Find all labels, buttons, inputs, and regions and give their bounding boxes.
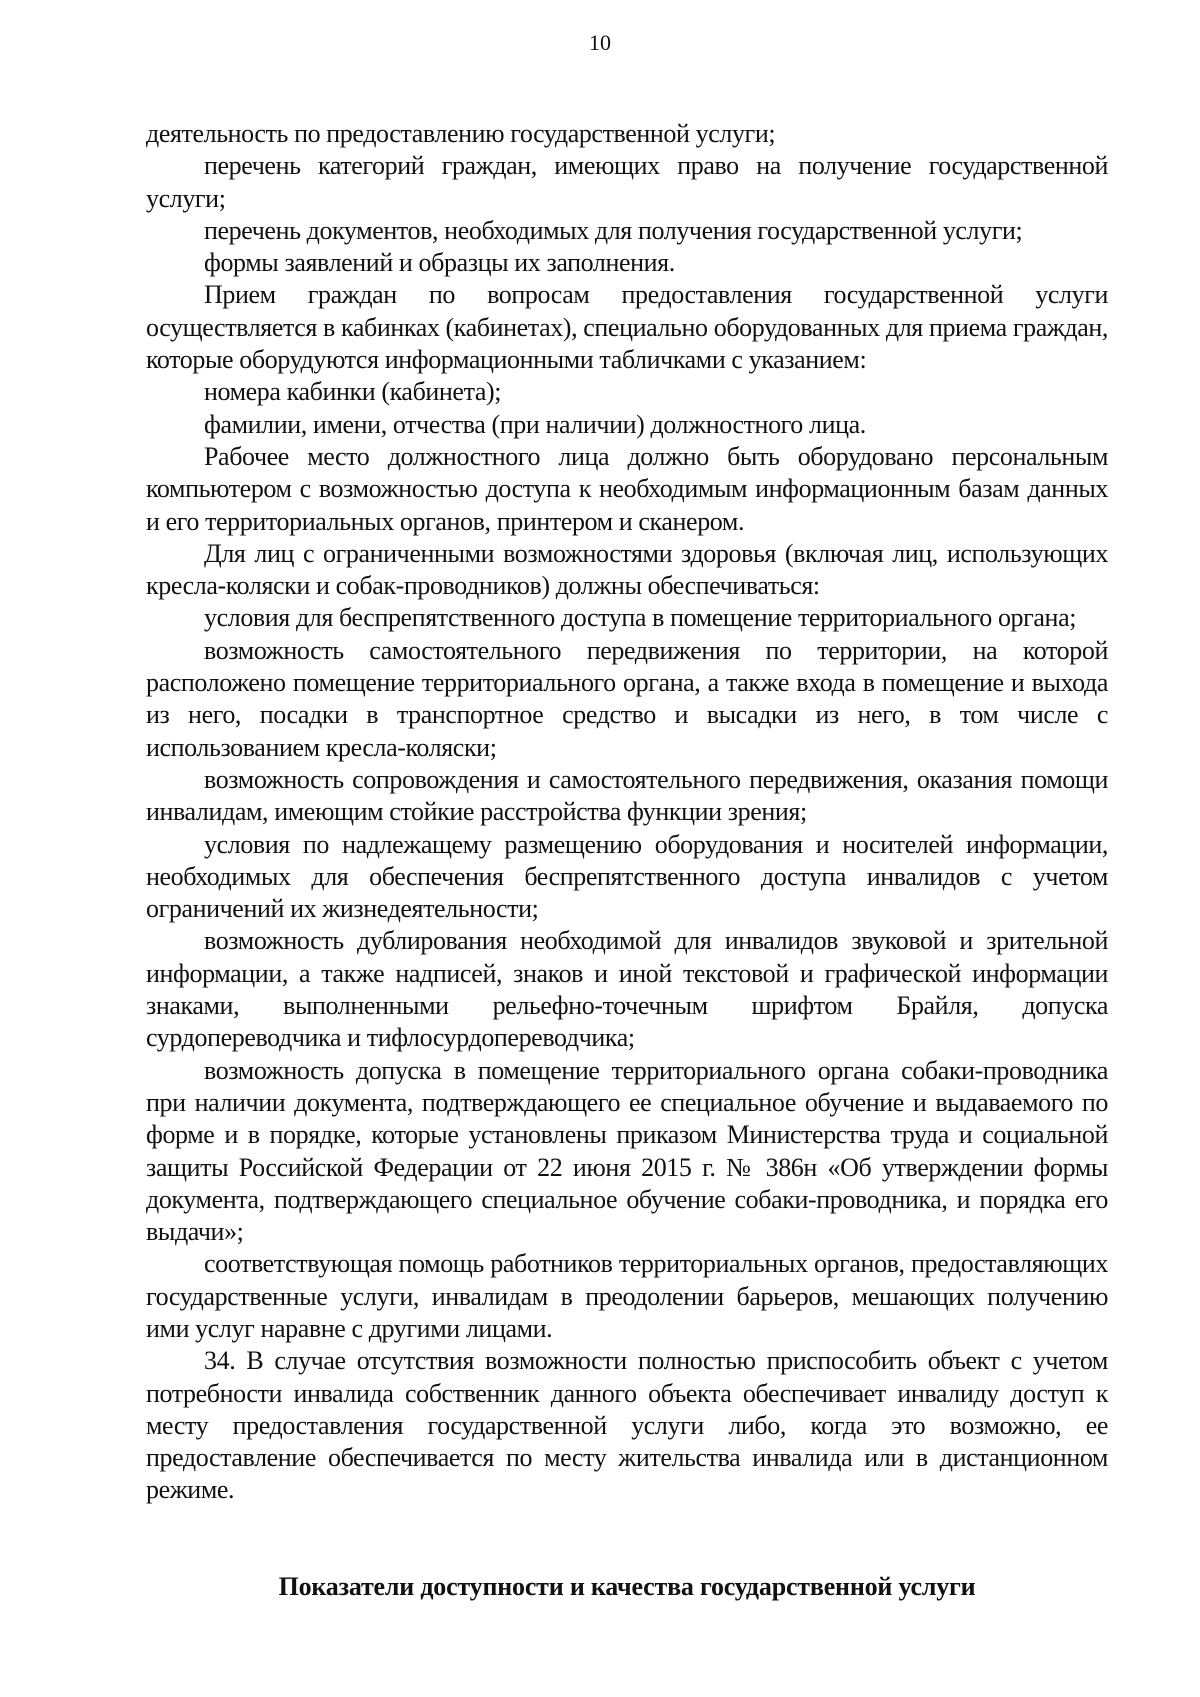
paragraph: Прием граждан по вопросам предоставления государственной услуги осуществляется в кабинках (кабинетах), специально оборудованных для приема граждан, которые оборудуются информационными табличками с указанием: — [146, 280, 1108, 375]
paragraph: Для лиц с ограниченными возможностями здоровья (включая лиц, использующих кресла-коляски и собак-проводников) должны обеспечиваться: — [146, 538, 1108, 601]
paragraph: возможность сопровождения и самостоятельного передвижения, оказания помощи инвалидам, имеющим стойкие расстройства функции зрения; — [146, 764, 1108, 827]
paragraph: фамилии, имени, отчества (при наличии) должностного лица. — [204, 409, 866, 439]
paragraph: деятельность по предоставлению государственной услуги; — [146, 119, 776, 148]
paragraph: возможность самостоятельного передвижения по территории, на которой расположено помещение территориального органа, а также входа в помещение и выхода из него, посадки в транспортное средство и высадки из него, в том числе с использованием кресла-коляски; — [146, 635, 1108, 762]
document-body — [146, 118, 1108, 1507]
paragraph: Рабочее место должностного лица должно быть оборудовано персональным компьютером с возможностью доступа к необходимым информационным базам данных и его территориальных органов, принтером и сканером. — [146, 441, 1108, 536]
paragraph: возможность дублирования необходимой для инвалидов звуковой и зрительной информации, а также надписей, знаков и иной текстовой и графической информации знаками, выполненными рельефно-точечным шрифтом Брайля, допуска сурдопереводчика и тифлосурдопереводчика; — [146, 926, 1108, 1053]
paragraph: перечень документов, необходимых для получения государственной услуги; — [204, 215, 1023, 245]
paragraph: перечень категорий граждан, имеющих право на получение государственной услуги; — [146, 151, 1108, 213]
page-number: 10 — [589, 30, 611, 55]
paragraph: формы заявлений и образцы их заполнения. — [204, 248, 675, 278]
paragraph: условия по надлежащему размещению оборудования и носителей информации, необходимых для обеспечения беспрепятственного доступа инвалидов с учетом ограничений их жизнедеятельности; — [146, 829, 1108, 924]
paragraph: соответствующая помощь работников территориальных органов, предоставляющих государственные услуги, инвалидам в преодолении барьеров, мешающих получению ими услуг наравне с другими лицами. — [146, 1249, 1108, 1343]
paragraph: 34. В случае отсутствия возможности полностью приспособить объект с учетом потребности инвалида собственник данного объекта обеспечивает инвалиду доступ к месту предоставления государственной услуги либо, когда это возможно, ее предоставление обеспечивается по месту жительства инвалида или в дистанционном режиме. — [146, 1346, 1108, 1505]
paragraph: условия для беспрепятственного доступа в помещение территориального органа; — [204, 603, 1077, 633]
paragraph: номера кабинки (кабинета); — [204, 377, 502, 407]
section-heading: Показатели доступности и качества государственной услуги — [278, 1572, 976, 1601]
paragraph: возможность допуска в помещение территориального органа собаки-проводника при наличии документа, подтверждающего ее специальное обучение и выдаваемого по форме и в порядке, которые установлены приказом Министерства труда и социальной защиты Российской Федерации от 22 июня 2015 г. № 386н «Об утверждении формы документа, подтверждающего специальное обучение собаки-проводника, и порядка его выдачи»; — [146, 1055, 1108, 1247]
